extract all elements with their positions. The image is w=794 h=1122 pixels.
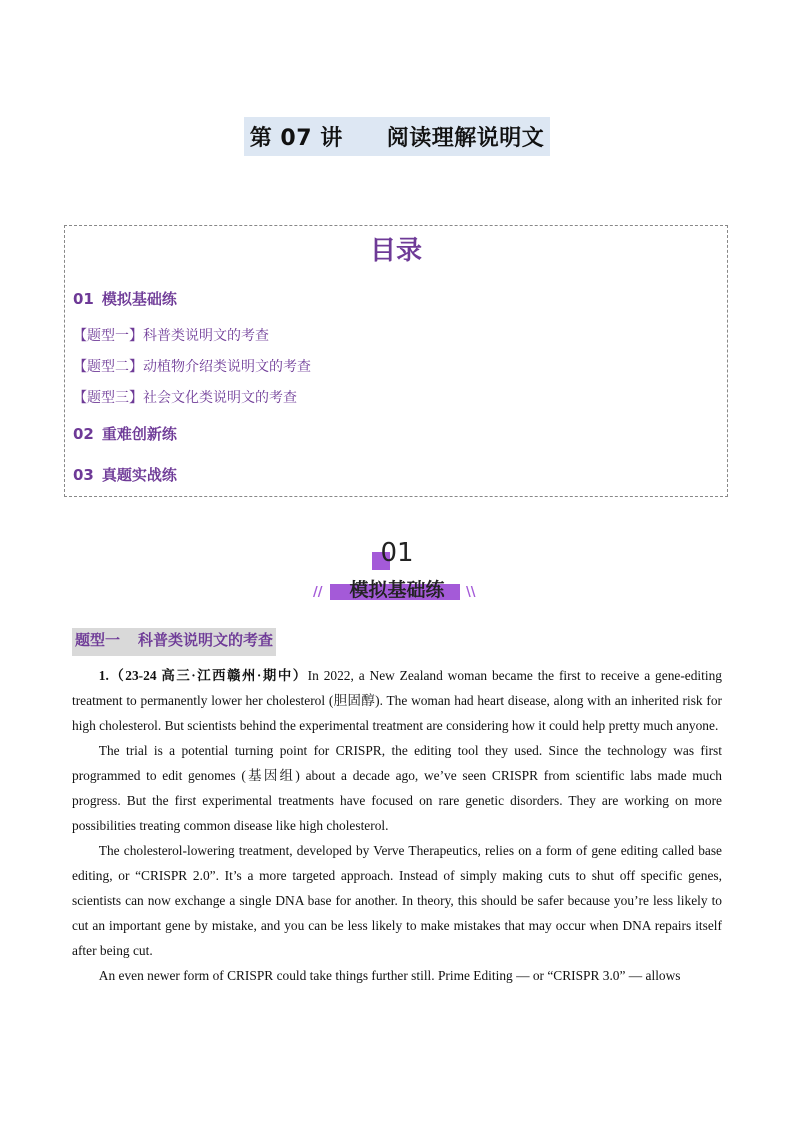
toc-item-type-1[interactable]: 【题型一】科普类说明文的考查 [73,328,269,344]
passage-paragraph: The cholesterol-lowering treatment, developed by Verve Therapeutics, relies on a form of gene editing called base editing, or “CRISPR 2.0”. It’s a more targeted approach. Instead of simply making cuts to shut off specific genes, scientists can now exchange a single DNA base for another. In theory, this should be safer because you’re less likely to cut an important gene by mistake, and you can be less likely to make mistakes that may occur when DNA repairs itself after being cut. [72,843,722,958]
page-title-wrap [0,117,794,156]
paragraph-text: In 2022, a New Zealand woman became the first to receive a gene-editing treatment to permanently lower her cholesterol (胆固醇). The woman had heart disease, along with an inherited risk for high cholesterol. But scientists behind the experimental treatment are considering how it could help pretty much anyone. [72,668,722,733]
banner-slash-right: \\ [466,585,476,600]
section-number: 01 [380,538,414,568]
question-source: （23-24 高三·江西赣州·期中） [108,668,308,683]
question-number: 1. [98,668,109,683]
lecture-number: 第 07 讲 [249,126,343,151]
lecture-topic: 阅读理解说明文 [386,126,545,151]
toc-section-name: 模拟基础练 [101,290,177,308]
toc-section-name: 重难创新练 [101,425,177,443]
question-type-label: 题型一 [75,631,121,649]
toc-item-type-2[interactable]: 【题型二】动植物介绍类说明文的考查 [73,359,311,375]
toc-section-num: 01 [73,290,94,308]
toc-section-03[interactable] [73,464,177,485]
toc-section-01[interactable] [73,288,177,309]
passage-paragraph: The trial is a potential turning point for CRISPR, the editing tool they used. Since the technology was first programmed to edit genomes (基因组) about a decade ago, we’ve seen CRISPR from scientific labs made much progress. But the first experimental treatments have focused on rare genetic disorders. They are working on more possibilities treating common disease like high cholesterol. [72,743,722,833]
section-name: 模拟基础练 [349,579,445,601]
banner-slash-left: // [313,585,323,600]
toc-item-type-3[interactable]: 【题型三】社会文化类说明文的考查 [73,390,297,406]
passage-paragraph: An even newer form of CRISPR could take things further still. Prime Editing — or “CRISPR 3.0” — allows [98,968,681,983]
section-banner [0,538,794,608]
table-of-contents [64,225,728,497]
toc-heading: 目录 [369,236,422,266]
question-type-heading [72,628,276,656]
passage-paragraph [72,663,722,738]
toc-section-name: 真题实战练 [101,466,177,484]
passage [72,663,722,988]
question-type-name: 科普类说明文的考查 [138,631,274,649]
toc-section-num: 03 [73,466,94,484]
toc-section-num: 02 [73,425,94,443]
toc-section-02[interactable] [73,423,177,444]
page-title [244,117,550,156]
